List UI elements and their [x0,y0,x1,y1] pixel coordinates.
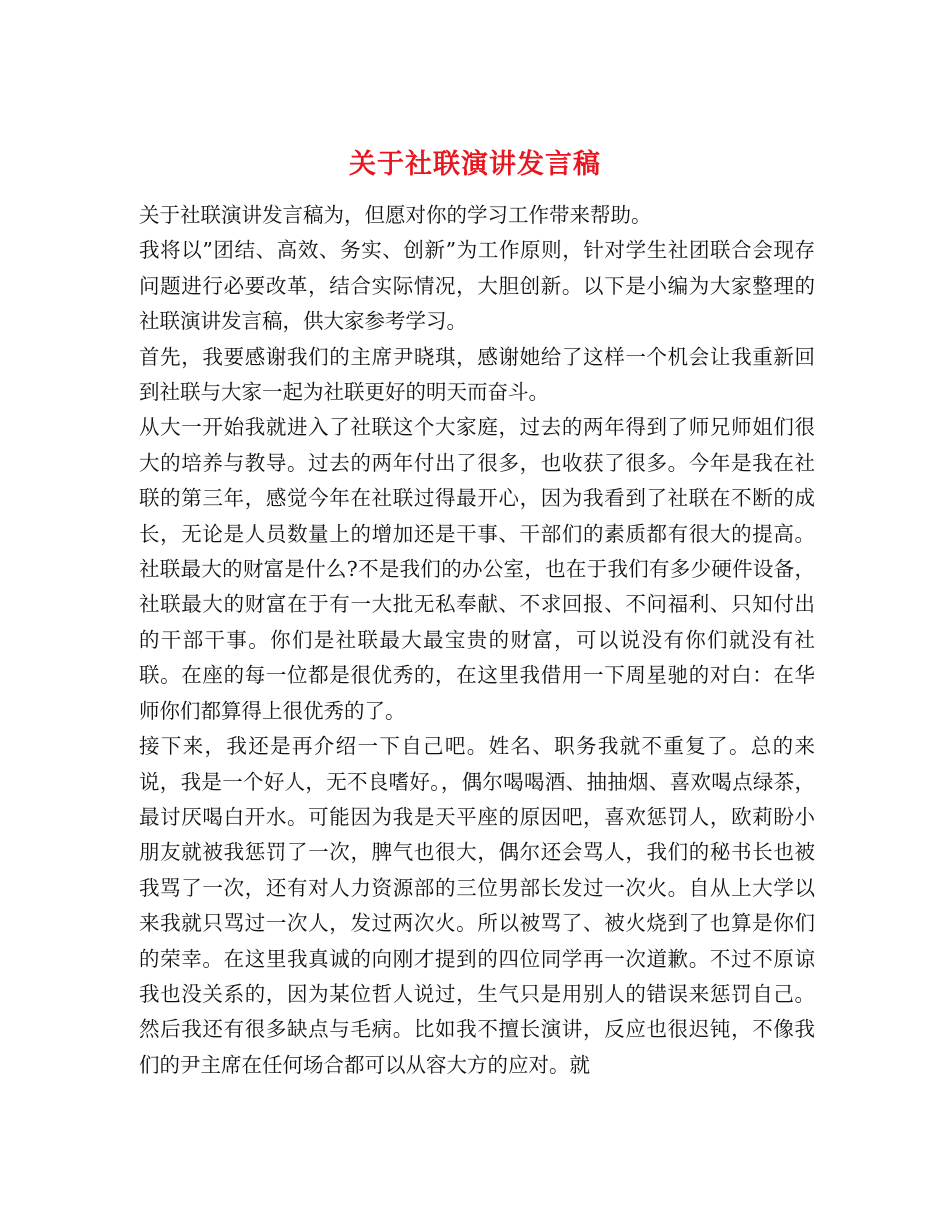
document-body [139,198,815,1083]
page-title: 关于社联演讲发言稿 [349,149,601,181]
paragraph-intro: 关于社联演讲发言稿为，但愿对你的学习工作带来帮助。 [139,203,652,227]
paragraph-principles: 我将以”团结、高效、务实、创新”为工作原则，针对学生社团联合会现存问题进行必要改革，结合实际情况，大胆创新。以下是小编为大家整理的社联演讲发言稿，供大家参考学习。 [139,238,815,334]
paragraph-experience: 从大一开始我就进入了社联这个大家庭，过去的两年得到了师兄师姐们很大的培养与教导。过去的两年付出了很多，也收获了很多。今年是我在社联的第三年，感觉今年在社联过得最开心，因为我看到了社联在不断的成长，无论是人员数量上的增加还是干事、干部们的素质都有很大的提高。社联最大的财富是什么?不是我们的办公室，也在于我们有多少硬件设备，社联最大的财富在于有一大批无私奉献、不求回报、不问福利、只知付出的干部干事。你们是社联最大最宝贵的财富，可以说没有你们就没有社联。在座的每一位都是很优秀的，在这里我借用一下周星驰的对白：在华师你们都算得上很优秀的了。 [139,415,815,723]
paragraph-thanks: 首先，我要感谢我们的主席尹晓琪，感谢她给了这样一个机会让我重新回到社联与大家一起为社联更好的明天而奋斗。 [139,344,815,405]
paragraph-self-intro: 接下来，我还是再介绍一下自己吧。姓名、职务我就不重复了。总的来说，我是一个好人，无不良嗜好。，偶尔喝喝酒、抽抽烟、喜欢喝点绿茶，最讨厌喝白开水。可能因为我是天平座的原因吧，喜欢惩罚人，欧莉盼小朋友就被我惩罚了一次，脾气也很大，偶尔还会骂人，我们的秘书长也被我骂了一次，还有对人力资源部的三位男部长发过一次火。自从上大学以来我就只骂过一次人，发过两次火。所以被骂了、被火烧到了也算是你们的荣幸。在这里我真诚的向刚才提到的四位同学再一次道歉。不过不原谅我也没关系的，因为某位哲人说过，生气只是用别人的错误来惩罚自己。然后我还有很多缺点与毛病。比如我不擅长演讲，反应也很迟钝，不像我们的尹主席在任何场合都可以从容大方的应对。就 [139,734,815,1077]
